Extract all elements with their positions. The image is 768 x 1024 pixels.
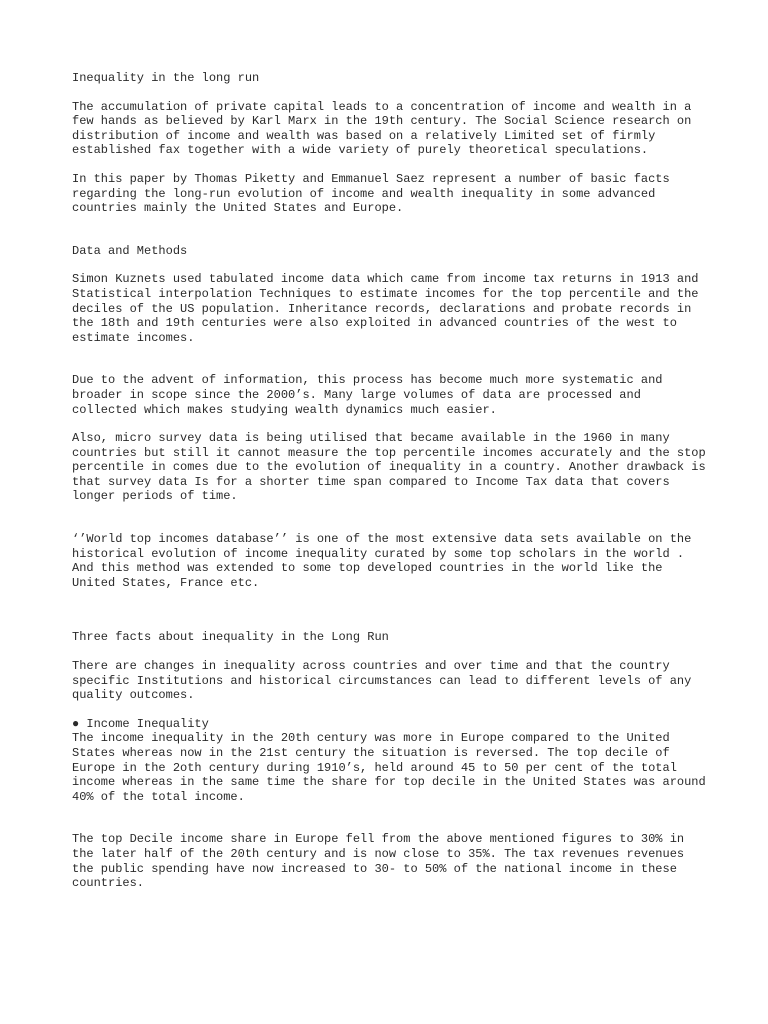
paragraph-changes-inequality: There are changes in inequality across countries and over time and that the country specific Institutions and historical circumstances can lead to different levels of any quality outcomes. [72, 659, 692, 703]
paragraph-advent-information: Due to the advent of information, this process has become much more systematic and broader in scope since the 2000’s. Many large volumes of data are processed and collected which makes studying wealth dynamics much easier. [72, 373, 663, 417]
bullet-income-inequality: ● Income Inequality [72, 716, 209, 731]
paragraph-world-top-incomes: ‘’World top incomes database’’ is one of the most extensive data sets available on the historical evolution of income inequality curated by some top scholars in the world . And this method was extended to some top developed countries in the world like the United States, France etc. [72, 532, 692, 590]
paragraph-top-decile-share: The top Decile income share in Europe fell from the above mentioned figures to 30% in the later half of the 20th century and is now close to 35%. The tax revenues revenues the public spending have now increased to 30- to 50% of the national income in these countries. [72, 832, 685, 891]
section-heading-inequality: Inequality in the long run [72, 71, 260, 85]
paragraph-income-inequality-20th: The income inequality in the 20th century was more in Europe compared to the United States whereas now in the 21st century the situation is reversed. The top decile of Europe in the 2oth century during 1910’s, held around 45 to 50 per cent of the total income whereas in the same time the share for top decile in the United States was around 40% of the total income. [72, 731, 706, 804]
paragraph-piketty-saez: In this paper by Thomas Piketty and Emmanuel Saez represent a number of basic facts regarding the long-run evolution of income and wealth inequality in some advanced countries mainly the United States and Europe. [72, 171, 670, 216]
section-heading-three-facts: Three facts about inequality in the Long Run [72, 630, 389, 645]
paragraph-capital-accumulation: The accumulation of private capital leads to a concentration of income and wealth in a few hands as believed by Karl Marx in the 19th century. The Social Science research on distribution of income and wealth was based on a relatively Limited set of firmly established fax together with a wide variety of purely theoretical speculations. [72, 99, 692, 158]
paragraph-kuznets: Simon Kuznets used tabulated income data which came from income tax returns in 1913 and Statistical interpolation Techniques to estimate incomes for the top percentile and the deciles of the US population. Inheritance records, declarations and probate records in the 18th and 19th centuries were also exploited in advanced countries of the west to estimate incomes. [72, 272, 699, 345]
section-heading-data-methods: Data and Methods [72, 243, 188, 258]
paragraph-micro-survey: Also, micro survey data is being utilised that became available in the 1960 in many countries but still it cannot measure the top percentile incomes accurately and the stop percentile in comes due to the evolution of inequality in a country. Another drawback is that survey data Is for a shorter time span compared to Income Tax data that covers longer periods of time. [72, 431, 706, 504]
